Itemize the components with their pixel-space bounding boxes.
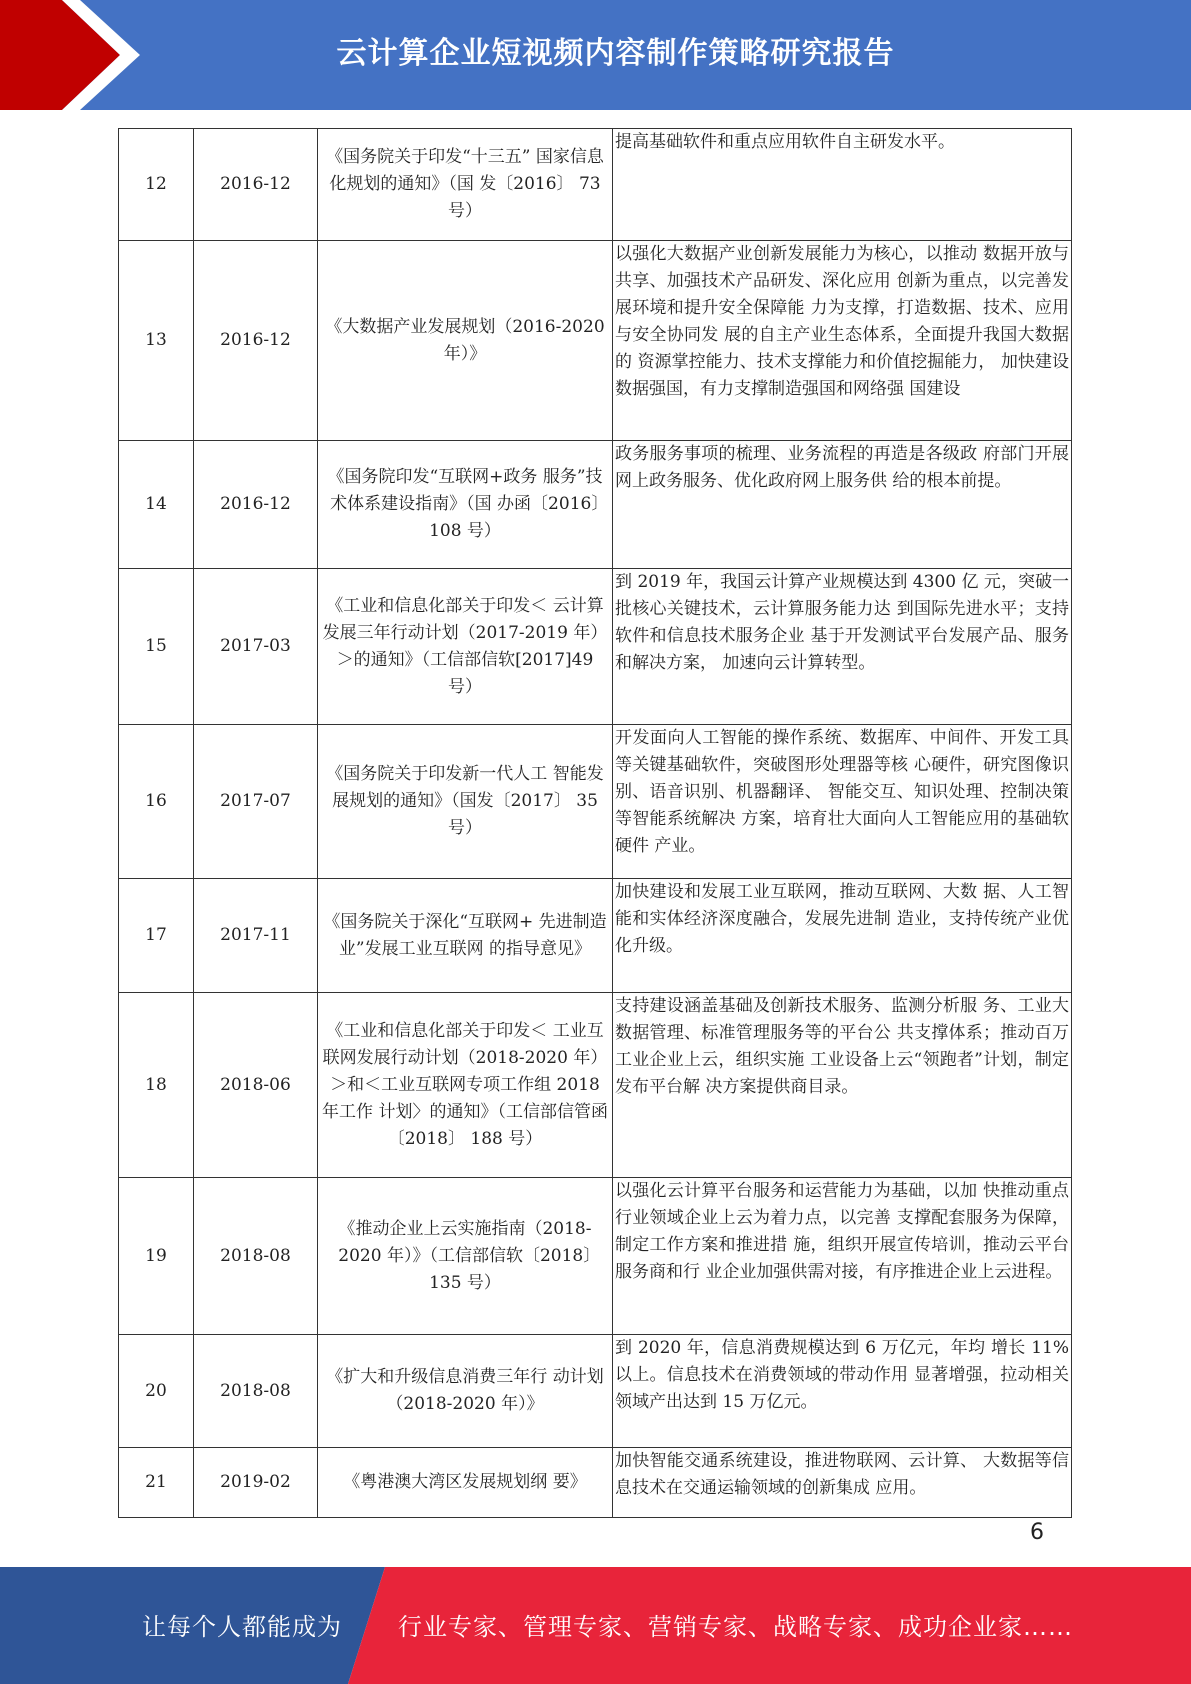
row-description: 加快建设和发展工业互联网，推动互联网、大数 据、人工智能和实体经济深度融合，发展先进制 造业，支持传统产业优化升级。 bbox=[613, 879, 1072, 993]
row-date: 2017-07 bbox=[194, 725, 318, 879]
table-row bbox=[119, 1448, 1072, 1518]
row-policy-title: 《工业和信息化部关于印发＜ 云计算发展三年行动计划（2017-2019 年）＞的通知》（工信部信软[2017]49 号） bbox=[318, 569, 613, 725]
row-description: 支持建设涵盖基础及创新技术服务、监测分析服 务、工业大数据管理、标准管理服务等的平台公 共支撑体系；推动百万工业企业上云，组织实施 工业设备上云“领跑者”计划，制定发布平台解 决方案提供商目录。 bbox=[613, 993, 1072, 1178]
row-number: 18 bbox=[119, 993, 194, 1178]
row-date: 2017-03 bbox=[194, 569, 318, 725]
table-row bbox=[119, 569, 1072, 725]
table-row bbox=[119, 1335, 1072, 1448]
row-number: 14 bbox=[119, 441, 194, 569]
row-number: 16 bbox=[119, 725, 194, 879]
row-date: 2018-06 bbox=[194, 993, 318, 1178]
row-date: 2016-12 bbox=[194, 441, 318, 569]
row-policy-title: 《国务院关于印发新一代人工 智能发展规划的通知》（国发〔2017〕 35 号） bbox=[318, 725, 613, 879]
row-date: 2017-11 bbox=[194, 879, 318, 993]
page-number: 6 bbox=[1030, 1520, 1044, 1545]
table-row bbox=[119, 725, 1072, 879]
page-title: 云计算企业短视频内容制作策略研究报告 bbox=[336, 36, 895, 71]
row-number: 12 bbox=[119, 129, 194, 241]
row-description: 加快智能交通系统建设，推进物联网、云计算、 大数据等信息技术在交通运输领域的创新集成 应用。 bbox=[613, 1448, 1072, 1518]
row-policy-title: 《扩大和升级信息消费三年行 动计划（2018-2020 年）》 bbox=[318, 1335, 613, 1448]
row-date: 2018-08 bbox=[194, 1178, 318, 1335]
table-row bbox=[119, 879, 1072, 993]
page-header bbox=[0, 0, 1191, 110]
row-policy-title: 《粤港澳大湾区发展规划纲 要》 bbox=[318, 1448, 613, 1518]
row-policy-title: 《国务院关于印发“十三五” 国家信息化规划的通知》（国 发〔2016〕 73 号） bbox=[318, 129, 613, 241]
row-description: 开发面向人工智能的操作系统、数据库、中间件、开发工具等关键基础软件，突破图形处理器等核 心硬件，研究图像识别、语音识别、机器翻译、 智能交互、知识处理、控制决策等智能系统解决 方案，培育壮大面向人工智能应用的基础软硬件 产业。 bbox=[613, 725, 1072, 879]
table-row bbox=[119, 129, 1072, 241]
row-description: 提高基础软件和重点应用软件自主研发水平。 bbox=[613, 129, 1072, 241]
row-policy-title: 《推动企业上云实施指南（2018-2020 年）》（工信部信软〔2018〕 135 号） bbox=[318, 1178, 613, 1335]
row-number: 19 bbox=[119, 1178, 194, 1335]
row-policy-title: 《国务院印发“互联网+政务 服务”技术体系建设指南》（国 办函〔2016〕 108 号） bbox=[318, 441, 613, 569]
row-policy-title: 《大数据产业发展规划（2016-2020 年）》 bbox=[318, 241, 613, 441]
row-number: 17 bbox=[119, 879, 194, 993]
row-number: 15 bbox=[119, 569, 194, 725]
row-date: 2016-12 bbox=[194, 129, 318, 241]
table-row bbox=[119, 441, 1072, 569]
table-row bbox=[119, 993, 1072, 1178]
table-row bbox=[119, 241, 1072, 441]
row-description: 政务服务事项的梳理、业务流程的再造是各级政 府部门开展网上政务服务、优化政府网上服务供 给的根本前提。 bbox=[613, 441, 1072, 569]
row-number: 13 bbox=[119, 241, 194, 441]
row-date: 2016-12 bbox=[194, 241, 318, 441]
row-policy-title: 《工业和信息化部关于印发＜ 工业互联网发展行动计划（2018-2020 年）＞和＜工业互联网专项工作组 2018 年工作 计划〉的通知》（工信部信管函〔2018〕 188 号） bbox=[318, 993, 613, 1178]
row-description: 以强化云计算平台服务和运营能力为基础，以加 快推动重点行业领域企业上云为着力点，以完善 支撑配套服务为保障，制定工作方案和推进措 施，组织开展宣传培训，推动云平台服务商和行 业企业加强供需对接，有序推进企业上云进程。 bbox=[613, 1178, 1072, 1335]
footer-slogan-left: 让每个人都能成为 bbox=[142, 1613, 342, 1641]
page-footer bbox=[0, 1567, 1191, 1684]
row-date: 2018-08 bbox=[194, 1335, 318, 1448]
policy-table bbox=[118, 128, 1071, 1518]
row-number: 21 bbox=[119, 1448, 194, 1518]
row-description: 到 2019 年，我国云计算产业规模达到 4300 亿 元，突破一批核心关键技术，云计算服务能力达 到国际先进水平；支持软件和信息技术服务企业 基于开发测试平台发展产品、服务和解决方案， 加速向云计算转型。 bbox=[613, 569, 1072, 725]
footer-slogan-right: 行业专家、管理专家、营销专家、战略专家、成功企业家…… bbox=[398, 1613, 1073, 1641]
row-date: 2019-02 bbox=[194, 1448, 318, 1518]
row-policy-title: 《国务院关于深化“互联网+ 先进制造业”发展工业互联网 的指导意见》 bbox=[318, 879, 613, 993]
row-number: 20 bbox=[119, 1335, 194, 1448]
row-description: 到 2020 年，信息消费规模达到 6 万亿元，年均 增长 11%以上。信息技术在消费领域的带动作用 显著增强，拉动相关领域产出达到 15 万亿元。 bbox=[613, 1335, 1072, 1448]
row-description: 以强化大数据产业创新发展能力为核心，以推动 数据开放与共享、加强技术产品研发、深化应用 创新为重点，以完善发展环境和提升安全保障能 力为支撑，打造数据、技术、应用与安全协同发 展的自主产业生态体系，全面提升我国大数据的 资源掌控能力、技术支撑能力和价值挖掘能力， 加快建设数据强国，有力支撑制造强国和网络强 国建设 bbox=[613, 241, 1072, 441]
table-row bbox=[119, 1178, 1072, 1335]
